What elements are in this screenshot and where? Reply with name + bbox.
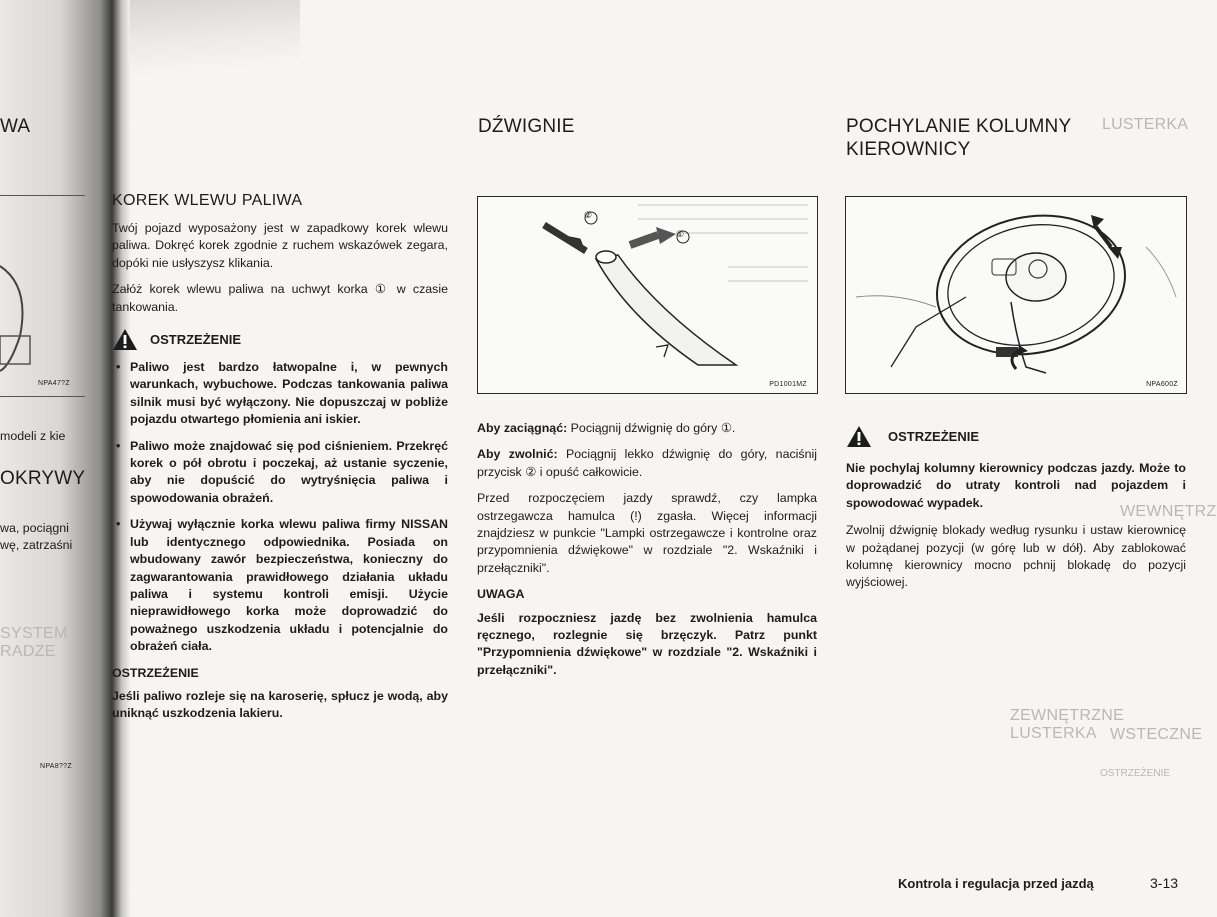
fuel-warning-bullet: • Paliwo jest bardzo łatwopalne i, w pewnych warunkach, wybuchowe. Podczas tankowania paliwa silnik musi być wyłączony. Nie dopuszczaj w pobliże pojazdu otwartego płomienia ani iskier.: [112, 359, 448, 429]
ghost-line: OSTRZEŻENIE: [1100, 768, 1171, 779]
callout-2: ②: [584, 210, 593, 220]
parking-brake-figure: [477, 196, 818, 394]
left-page-heading-fragment: WA: [0, 116, 31, 137]
ghost-line: WSTECZNE: [1110, 726, 1203, 743]
figure-code: PD1001MZ: [769, 381, 807, 388]
tilt-warning-header: [846, 425, 1186, 448]
fuel-cap-warning-header: [112, 328, 448, 351]
fuel-warning-bullet: • Używaj wyłącznie korka wlewu paliwa firmy NISSAN lub identycznego odpowiednika. Posiada on wbudowany zawór bezpieczeństwa, konieczny do zagwarantowania prawidłowego działania układu paliwa i systemu kontroli emisji. Użycie nieprawidłowego korka może doprowadzić do poważnego uszkodzenia układu i potencjalnie do obrażeń ciała.: [112, 516, 448, 655]
callout-1: ①: [676, 229, 685, 239]
pull-paragraph: [477, 420, 817, 437]
fuel-cap-para2: Załóż korek wlewu paliwa na uchwyt korka ① w czasie tankowania.: [112, 282, 448, 314]
release-text: Pociągnij lekko dźwignię do góry, naciśnij przycisk ② i opuść całkowicie.: [477, 447, 817, 479]
warning-label: OSTRZEŻENIE: [888, 429, 980, 444]
left-modeli-fragment: modeli z kie: [0, 429, 66, 443]
steering-tilt-figure: [845, 196, 1187, 394]
steering-wheel-fragment-icon: [0, 196, 85, 396]
left-figure-code: NPA47?Z: [38, 380, 70, 387]
page-number: 3-13: [1150, 875, 1179, 891]
left-figure-code-2: NPA8??Z: [40, 763, 72, 770]
steering-wheel-icon: [846, 197, 1186, 393]
footer-section-title: Kontrola i regulacja przed jazdą: [898, 876, 1094, 891]
release-paragraph: [477, 446, 817, 481]
levers-text: [477, 420, 817, 688]
pull-text: Pociągnij dźwignię do góry ①.: [567, 421, 736, 435]
pull-label: Aby zaciągnąć:: [477, 421, 568, 435]
fuel-cap-title: KOREK WLEWU PALIWA: [112, 192, 303, 209]
release-label: Aby zwolnić:: [477, 447, 558, 462]
parking-brake-lever-icon: [478, 197, 817, 393]
ghost-line: WEWNĘTRZ: [1120, 503, 1217, 520]
left-system-fragment-2: RADZE: [0, 643, 56, 660]
note-text: Jeśli rozpoczniesz jazdę bez zwolnienia hamulca ręcznego, rozlegnie się brzęczyk. Patrz punkt "Przypomnienia dźwiękowe" w rozdziale "2. Wskaźniki i przełączniki".: [477, 610, 817, 677]
levers-title: DŹWIGNIE: [478, 116, 575, 137]
fuel-cap-section: [112, 192, 448, 732]
warning-triangle-icon: [846, 425, 872, 448]
tilt-title-line1: POCHYLANIE KOLUMNY: [846, 116, 1072, 137]
left-pociagn-line1: wa, pociągni: [0, 521, 69, 535]
left-system-fragment-1: SYSTEM: [0, 625, 68, 642]
fuel-caution-text: Jeśli paliwo rozleje się na karoserię, spłucz je wodą, aby uniknąć uszkodzenia lakieru.: [112, 688, 448, 721]
fuel-cap-para1: Twój pojazd wyposażony jest w zapadkowy korek wlewu paliwa. Dokręć korek zgodnie z ruchem wskazówek zegara, dopóki nie usłyszysz klikania.: [112, 221, 448, 270]
left-page-figure-fragment: [0, 195, 85, 397]
note-label: UWAGA: [477, 587, 525, 602]
left-pociagn-line2: wę, zatrzaśni: [0, 538, 73, 552]
warning-triangle-icon: [112, 328, 138, 351]
tilt-warning-text: Nie pochylaj kolumny kierownicy podczas jazdy. Może to doprowadzić do utraty kontroli nad pojazdem i spowodować wypadek.: [846, 461, 1186, 510]
fuel-caution-label: OSTRZEŻENIE: [112, 665, 199, 680]
tilt-title-line2: KIEROWNICY: [846, 139, 971, 160]
left-krywy-fragment: OKRYWY: [0, 468, 86, 489]
brake-light-paragraph: Przed rozpoczęciem jazdy sprawdź, czy lampka ostrzegawcza hamulca (!) zgasła. Więcej informacji znajdziesz w punkcie "Lampki ostrzegawcze i kontrolne oraz przypomnienia dźwiękowe" w rozdziale "2. Wskaźniki i przełączniki".: [477, 491, 817, 575]
warning-label: OSTRZEŻENIE: [150, 332, 242, 348]
tilt-paragraph: Zwolnij dźwignię blokady według rysunku i ustaw kierownicę w pożądanej pozycji (w górę lub w dół). Aby zablokować kolumnę kierownicy mocno pchnij blokadę do pozycji wyjściowej.: [846, 523, 1186, 590]
ghost-line: ZEWNĘTRZNE LUSTERKA: [1010, 707, 1125, 742]
fuel-warning-bullet: • Paliwo może znajdować się pod ciśnieniem. Przekręć korek o pół obrotu i poczekaj, aż ustanie syczenie, aby nie dopuścić do wytryśnięcia paliwa i spowodowania obrażeń.: [112, 438, 448, 508]
ghost-mirror-title: LUSTERKA: [1102, 116, 1189, 133]
figure-code: NPA600Z: [1146, 381, 1178, 388]
